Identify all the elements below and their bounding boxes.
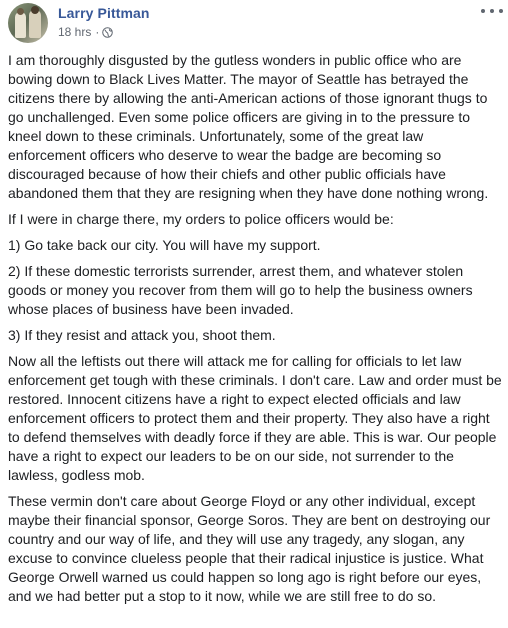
author-avatar[interactable] [8,3,48,43]
post-meta [58,24,113,40]
post-header [0,0,508,46]
post-paragraph: 3) If they resist and attack you, shoot them. [8,327,276,343]
post-paragraph: I am thoroughly disgusted by the gutless wonders in public office who are bowing down to Black Lives Matter. The mayor of Seattle has betrayed the citizens there by allowing the anti-American actions of those ignorant thugs to go unchallenged. Even some police officers are giving in to the pressure to kneel down to these criminals. Unfortunately, some of the great law enforcement officers who deserve to wear the badge are becoming so discouraged because of how their chiefs and other public officials have abandoned them that they are resigning when they have done nothing wrong. [8,52,489,201]
meta-separator: · [95,25,100,39]
post-paragraph: These vermin don't care about George Floyd or any other individual, except maybe their financial sponsor, George Soros. They are bent on destroying our country and our way of life, and they will use any tragedy, any slogan, any excuse to convince clueless people that their radical injustice is justice. What George Orwell warned us could happen so long ago is right before our eyes, and we had better put a stop to it now, while we are still free to do so. [8,493,491,604]
globe-icon[interactable] [102,27,113,38]
post-paragraph: Now all the leftists out there will attack me for calling for officials to let law enforcement get tough with these criminals. I don't care. Law and order must be restored. Innocent citizens have a right to expect elected officials and law enforcement officers to protect them and their property. They also have a right to defend themselves with deadly force if they are able. This is war. Our people have a right to expect our leaders to be on our side, not surrender to the lawless, godless mob. [8,353,502,483]
post-paragraph: 2) If these domestic terrorists surrender, arrest them, and whatever stolen goods or money you recover from them will go to help the business owners whose places of business have been invaded. [8,263,473,317]
post-paragraph: If I were in charge there, my orders to police officers would be: [8,211,394,227]
post-timestamp[interactable]: 18 hrs [58,25,92,39]
post-body [8,51,502,613]
post-paragraph: 1) Go take back our city. You will have my support. [8,237,321,253]
author-name-link[interactable]: Larry Pittman [58,5,150,21]
more-options-icon[interactable] [481,4,503,18]
